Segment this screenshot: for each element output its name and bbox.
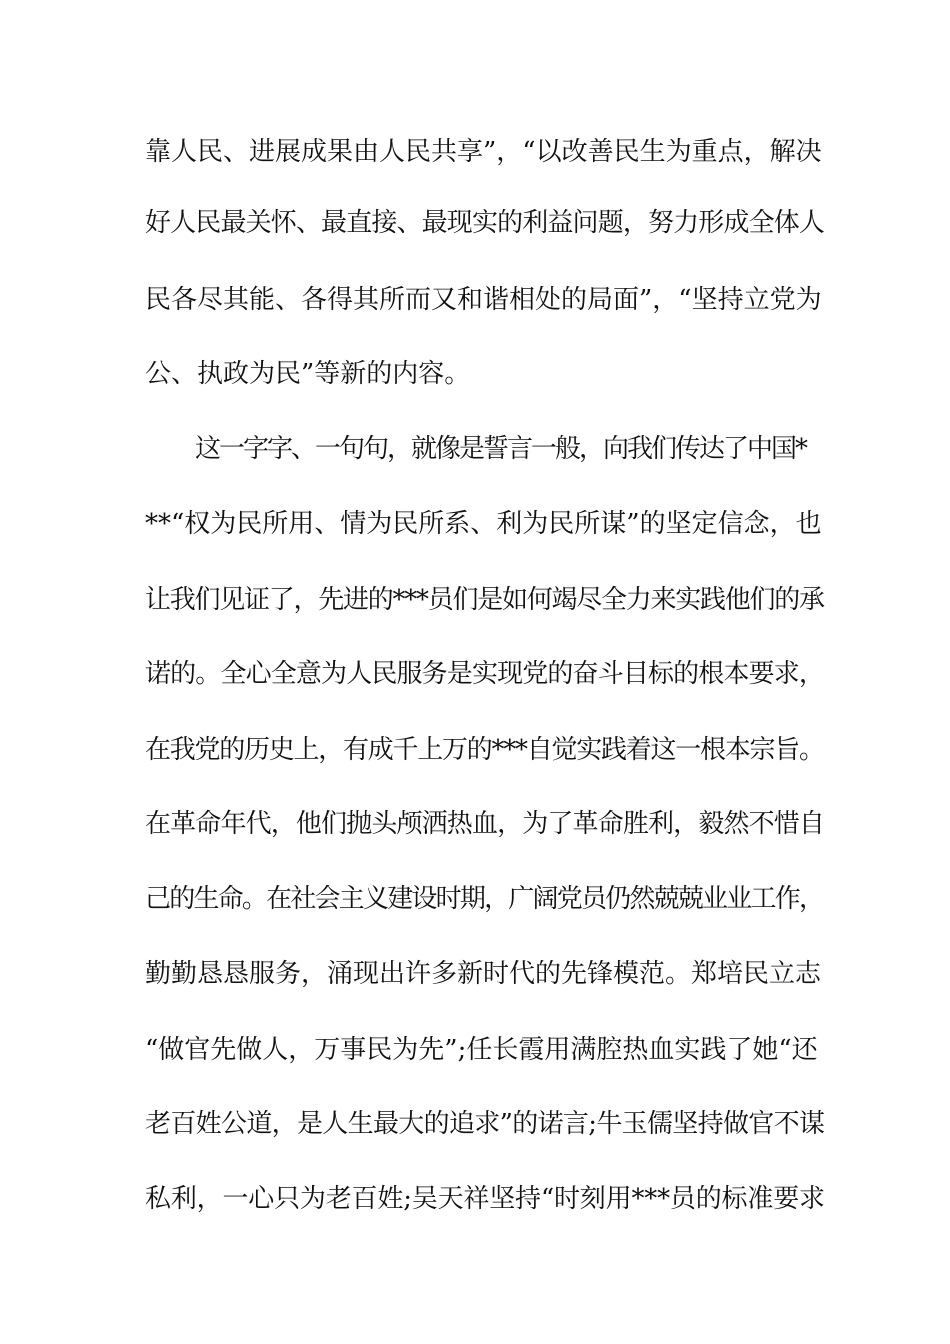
text-line: 在革命年代，他们抛头颅洒热血，为了革命胜利，毅然不惜自: [145, 809, 825, 839]
text-line: 靠人民、进展成果由人民共享”，“以改善民生为重点，解决: [145, 137, 822, 167]
text-line: 己的生命。在社会主义建设时期，广阔党员仍然兢兢业业工作，: [145, 884, 824, 914]
text-line: 诺的。全心全意为人民服务是实现党的奋斗目标的根本要求，: [145, 659, 825, 689]
text-line: 好人民最关怀、最直接、最现实的利益问题，努力形成全体人: [145, 208, 825, 238]
text-line: 在我党的历史上，有成千上万的***自觉实践着这一根本宗旨。: [145, 735, 824, 765]
text-line: 让我们见证了，先进的***员们是如何竭尽全力来实践他们的承: [145, 585, 824, 615]
text-line: 老百姓公道，是人生最大的追求”的诺言;牛玉儒坚持做官不谋: [145, 1109, 825, 1139]
text-line: 私利，一心只为老百姓;吴天祥坚持“时刻用***员的标准要求: [145, 1184, 825, 1214]
text-line: 民各尽其能、各得其所而又和谐相处的局面”，“坚持立党为: [145, 285, 822, 315]
text-line: 公、执政为民”等新的内容。: [145, 359, 471, 389]
text-line: 这一字字、一句句，就像是誓言一般，向我们传达了中国*: [195, 434, 807, 464]
text-line: 勤勤恳恳服务，涌现出许多新时代的先锋模范。郑培民立志: [145, 959, 822, 989]
text-line: “做官先做人，万事民为先”;任长霞用满腔热血实践了她“还: [145, 1035, 818, 1065]
text-line: **“权为民所用、情为民所系、利为民所谋”的坚定信念，也: [145, 509, 822, 539]
